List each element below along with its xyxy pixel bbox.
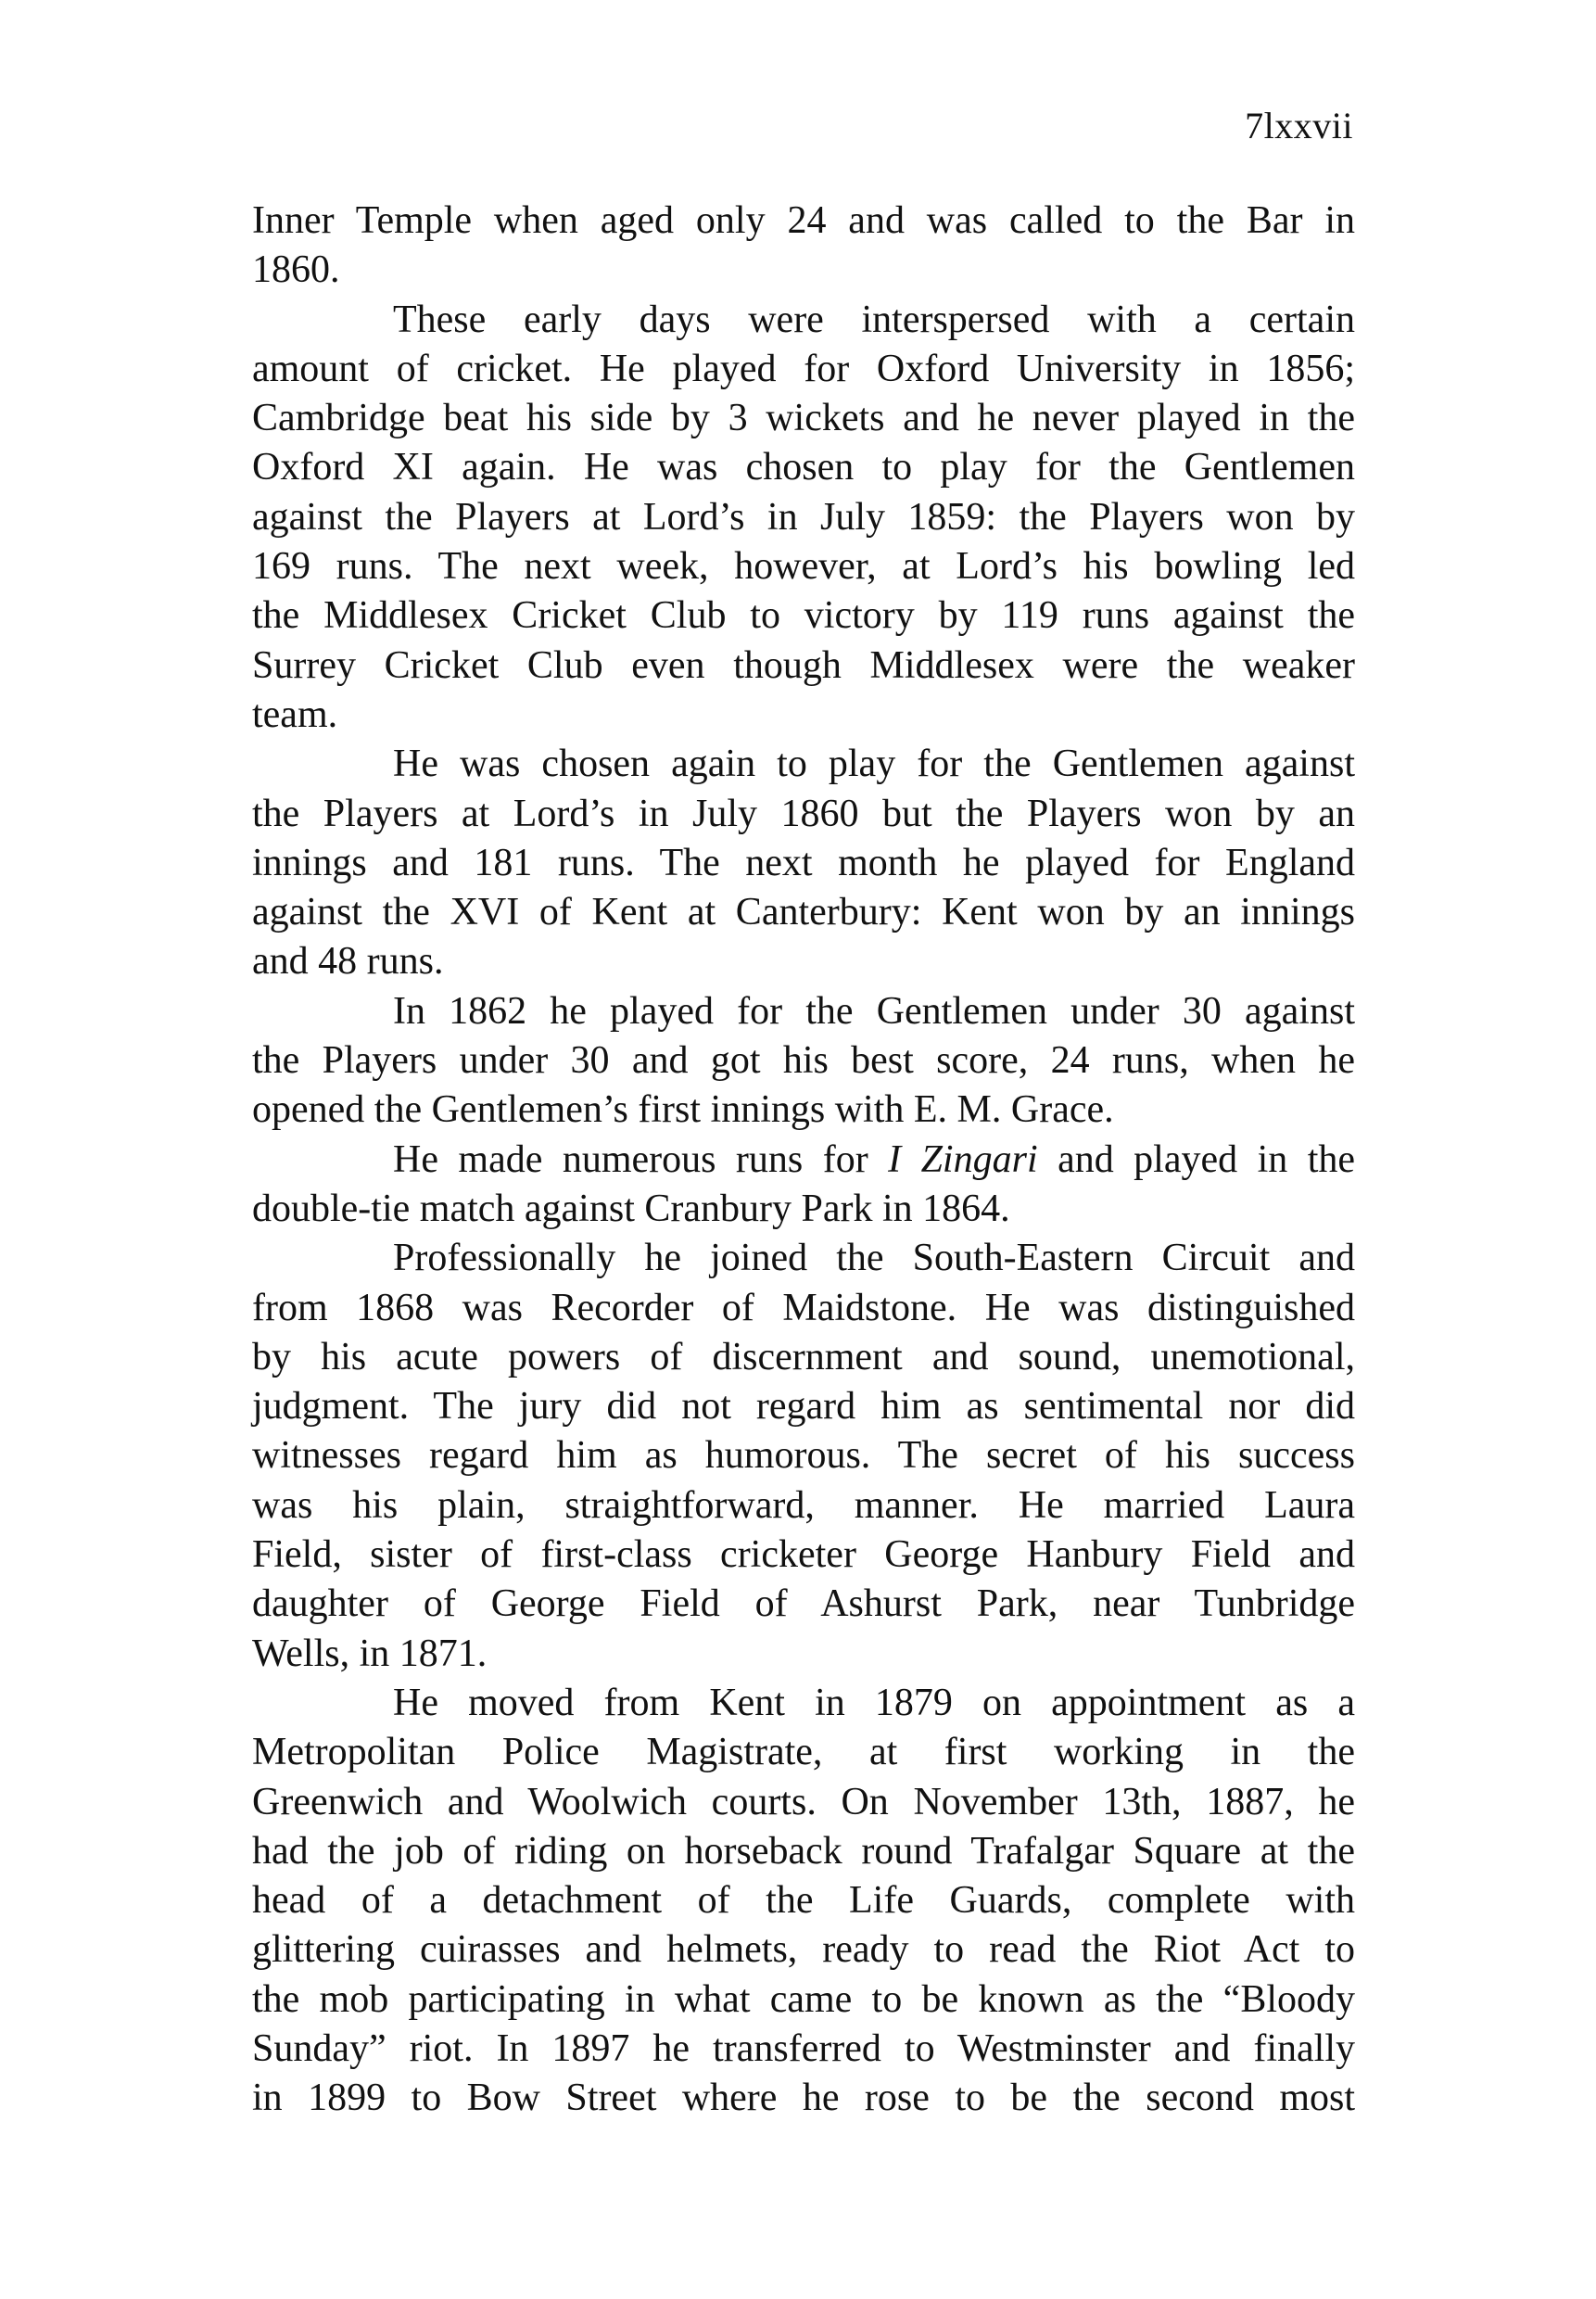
- text-line: Field, sister of first-class cricketer George Hanbury Field and: [252, 1533, 1355, 1577]
- text-line: amount of cricket. He played for Oxford University in 1856;: [252, 347, 1355, 390]
- text-line: head of a detachment of the Life Guards, complete with: [252, 1879, 1355, 1923]
- text-line: from 1868 was Recorder of Maidstone. He was distinguished: [252, 1286, 1355, 1329]
- text-line: Metropolitan Police Magistrate, at first working in the: [252, 1731, 1355, 1774]
- text-line: by his acute powers of discernment and sound, unemotional,: [252, 1335, 1355, 1378]
- text-line: glittering cuirasses and helmets, ready to read the Riot Act to: [252, 1928, 1355, 1972]
- text-line: the mob participating in what came to be known as the “Bloody: [252, 1977, 1355, 2021]
- text-line: the Middlesex Cricket Club to victory by 119 runs against the: [252, 594, 1355, 638]
- text-line: 1860.: [252, 248, 340, 292]
- text-line: the Players under 30 and got his best score, 24 runs, when he: [252, 1039, 1355, 1083]
- text-line: Professionally he joined the South-Eastern Circuit and: [393, 1237, 1355, 1280]
- text-line: He moved from Kent in 1879 on appointment as a: [393, 1681, 1355, 1724]
- text-line: had the job of riding on horseback round Trafalgar Square at the: [252, 1829, 1355, 1873]
- text-line: opened the Gentlemen’s first innings with E. M. Grace.: [252, 1088, 1114, 1132]
- text-line: innings and 181 runs. The next month he played for England: [252, 841, 1355, 884]
- text-line: judgment. The jury did not regard him as sentimental nor did: [252, 1385, 1355, 1429]
- italic-title: I Zingari: [888, 1137, 1038, 1181]
- text-line: daughter of George Field of Ashurst Park, near Tunbridge: [252, 1582, 1355, 1626]
- text-line: against the Players at Lord’s in July 1859: the Players won by: [252, 495, 1355, 539]
- text-line: witnesses regard him as humorous. The secret of his success: [252, 1434, 1355, 1478]
- text-segment: and played in the: [1037, 1137, 1356, 1181]
- text-line: These early days were interspersed with a certain: [393, 298, 1355, 341]
- text-line: Inner Temple when aged only 24 and was called to the Bar in: [252, 199, 1355, 242]
- page-number: 7lxxvii: [1245, 105, 1353, 146]
- text-line: was his plain, straightforward, manner. He married Laura: [252, 1483, 1355, 1527]
- text-line: [252, 1136, 1355, 1185]
- text-line: Sunday” riot. In 1897 he transferred to Westminster and finally: [252, 2026, 1355, 2070]
- text-line: against the XVI of Kent at Canterbury: Kent won by an innings: [252, 891, 1355, 934]
- text-line: double-tie match against Cranbury Park in 1864.: [252, 1187, 1010, 1230]
- body-text: [252, 197, 1355, 2124]
- text-line: Wells, in 1871.: [252, 1632, 488, 1675]
- text-line: In 1862 he played for the Gentlemen under 30 against: [393, 989, 1355, 1033]
- text-line: and 48 runs.: [252, 940, 444, 984]
- text-line: in 1899 to Bow Street where he rose to be the second most: [252, 2077, 1355, 2120]
- text-line: Greenwich and Woolwich courts. On November 13th, 1887, he: [252, 1780, 1355, 1823]
- text-line: He was chosen again to play for the Gentlemen against: [393, 743, 1355, 786]
- text-line: Surrey Cricket Club even though Middlesex were the weaker: [252, 643, 1355, 687]
- text-line: the Players at Lord’s in July 1860 but the Players won by an: [252, 792, 1355, 835]
- text-line: 169 runs. The next week, however, at Lord’s his bowling led: [252, 545, 1355, 589]
- text-line: Oxford XI again. He was chosen to play for the Gentlemen: [252, 446, 1355, 489]
- text-line: Cambridge beat his side by 3 wickets and he never played in the: [252, 397, 1355, 440]
- text-line: team.: [252, 692, 338, 736]
- text-segment: He made numerous runs for: [393, 1137, 889, 1181]
